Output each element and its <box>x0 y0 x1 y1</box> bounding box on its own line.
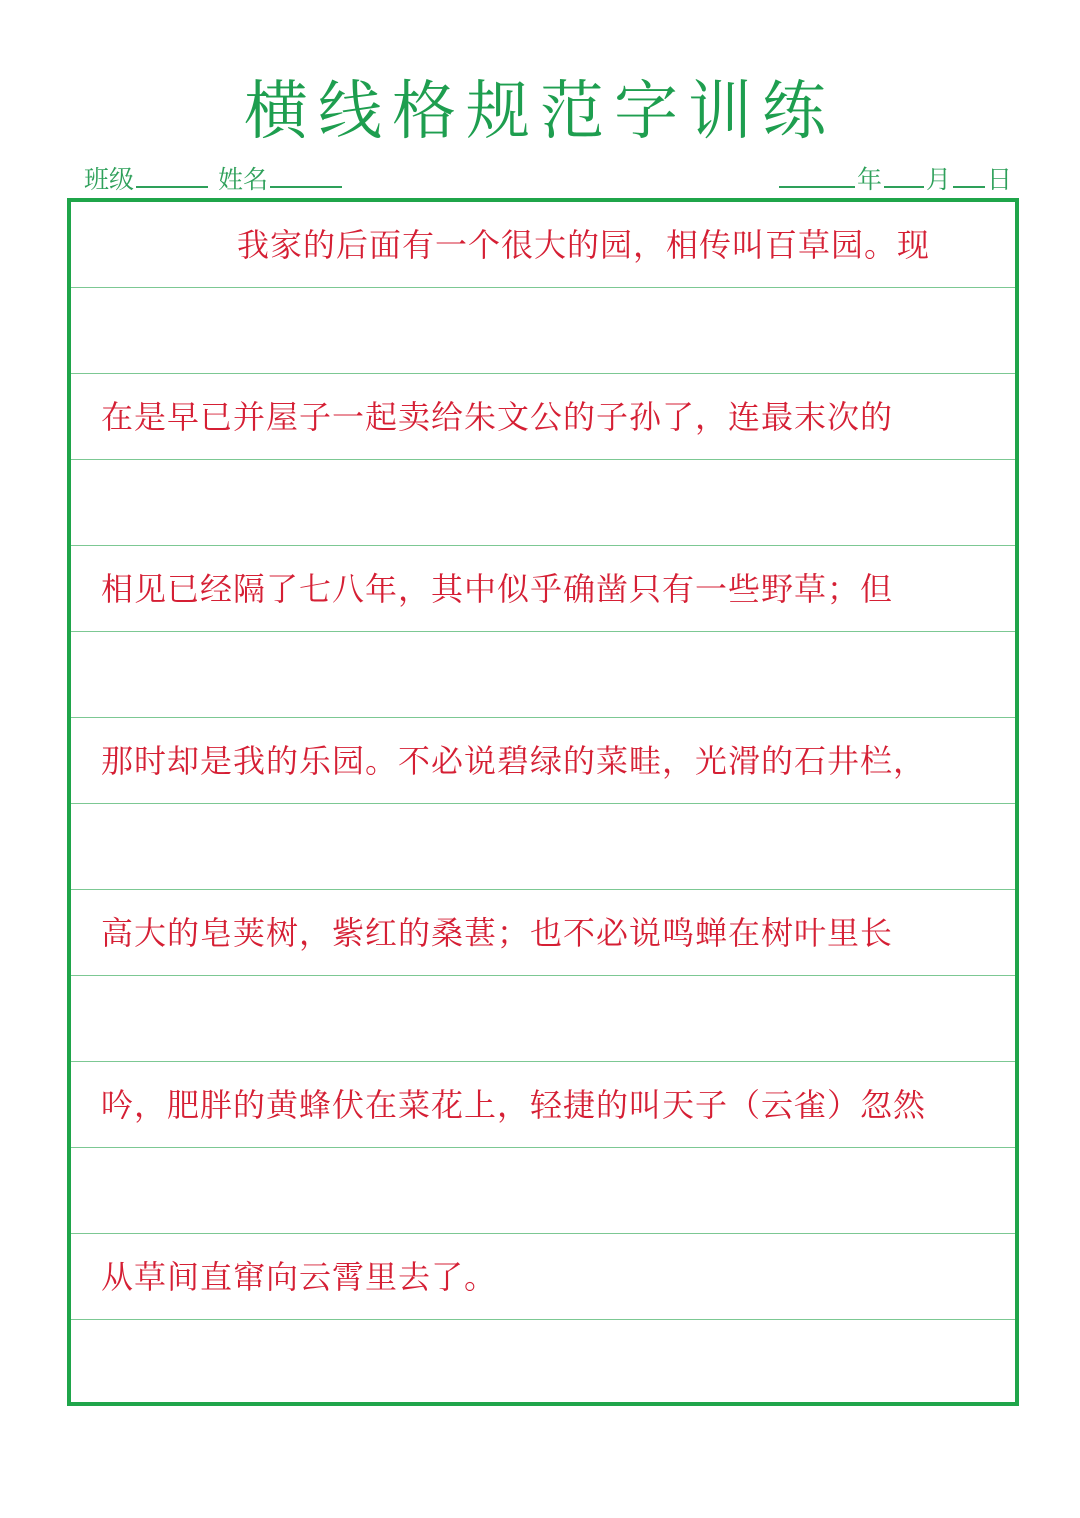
practice-sheet <box>67 198 1019 1406</box>
practice-row <box>71 202 1015 288</box>
class-blank <box>136 160 208 188</box>
practice-row <box>71 288 1015 374</box>
date-info <box>777 160 1012 196</box>
class-label: 班级 <box>84 165 135 194</box>
handwritten-line: 在是早已并屋子一起卖给朱文公的子孙了，连最末次的 <box>101 398 894 436</box>
practice-row <box>71 1062 1015 1148</box>
handwritten-line: 那时却是我的乐园。不必说碧绿的菜畦，光滑的石井栏， <box>101 742 927 780</box>
practice-row <box>71 374 1015 460</box>
handwritten-line: 我家的后面有一个很大的园，相传叫百草园。现 <box>237 226 931 264</box>
name-blank <box>270 160 342 188</box>
practice-row <box>71 1148 1015 1234</box>
practice-row <box>71 546 1015 632</box>
month-blank <box>884 160 924 188</box>
practice-row <box>71 718 1015 804</box>
day-label: 日 <box>986 165 1012 194</box>
page-title: 横线格规范字训练 <box>244 75 836 149</box>
practice-row <box>71 460 1015 546</box>
practice-row <box>71 632 1015 718</box>
handwritten-line: 相见已经隔了七八年，其中似乎确凿只有一些野草；但 <box>101 570 894 608</box>
day-blank <box>953 160 985 188</box>
handwritten-line: 吟，肥胖的黄蜂伏在菜花上，轻捷的叫天子（云雀）忽然 <box>101 1086 927 1124</box>
practice-row <box>71 1234 1015 1320</box>
handwritten-line: 高大的皂荚树，紫红的桑葚；也不必说鸣蝉在树叶里长 <box>101 914 894 952</box>
year-blank <box>779 160 855 188</box>
practice-row <box>71 976 1015 1062</box>
month-label: 月 <box>925 165 951 194</box>
year-label: 年 <box>856 165 882 194</box>
student-info <box>84 160 344 196</box>
name-label: 姓名 <box>217 165 268 194</box>
handwritten-line: 从草间直窜向云霄里去了。 <box>101 1258 498 1296</box>
practice-row <box>71 1320 1015 1402</box>
practice-row <box>71 890 1015 976</box>
practice-row <box>71 804 1015 890</box>
